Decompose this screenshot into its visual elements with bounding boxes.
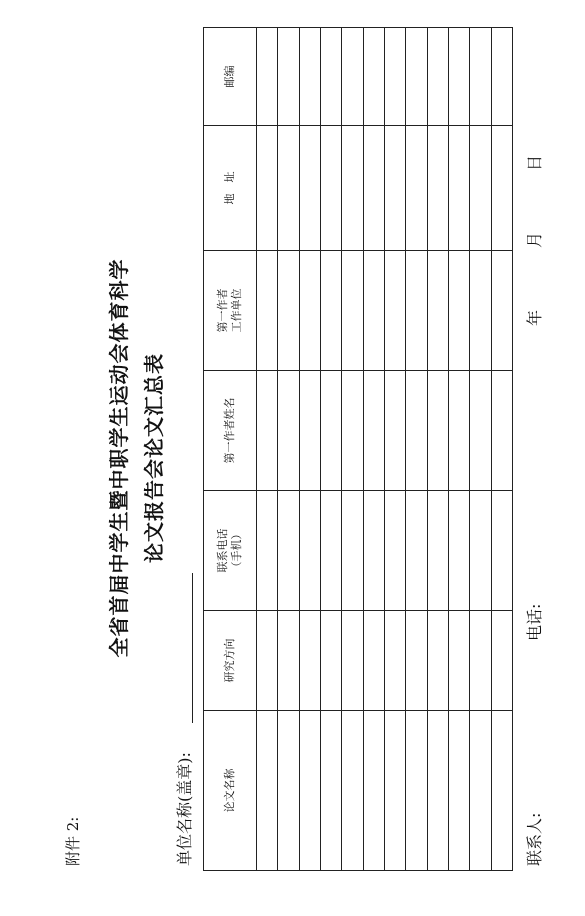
table-cell[interactable] (342, 711, 363, 871)
table-cell[interactable] (448, 491, 469, 611)
table-cell[interactable] (363, 28, 384, 126)
table-row (470, 28, 491, 871)
header-paper-title: 论文名称 (204, 711, 257, 871)
table-cell[interactable] (342, 611, 363, 711)
table-cell[interactable] (491, 371, 512, 491)
table-header-row (204, 28, 257, 871)
header-address: 地 址 (204, 126, 257, 251)
paper-summary-table (203, 27, 513, 871)
table-cell[interactable] (406, 371, 427, 491)
table-cell[interactable] (320, 711, 341, 871)
table-cell[interactable] (448, 611, 469, 711)
table-cell[interactable] (406, 28, 427, 126)
table-cell[interactable] (384, 371, 405, 491)
table-cell[interactable] (470, 371, 491, 491)
table-cell[interactable] (320, 611, 341, 711)
table-cell[interactable] (448, 251, 469, 371)
table-row (427, 28, 448, 871)
date-day-label: 日 (525, 154, 544, 171)
table-cell[interactable] (384, 711, 405, 871)
table-cell[interactable] (448, 371, 469, 491)
table-cell[interactable] (470, 491, 491, 611)
table-row (278, 28, 299, 871)
table-cell[interactable] (406, 491, 427, 611)
table-cell[interactable] (470, 611, 491, 711)
table-row (406, 28, 427, 871)
table-cell[interactable] (427, 611, 448, 711)
phone-label: 电话: (525, 603, 544, 641)
table-row (384, 28, 405, 871)
table-cell[interactable] (257, 28, 278, 126)
table-cell[interactable] (342, 371, 363, 491)
table-cell[interactable] (427, 711, 448, 871)
form-title-line-2: 论文报告会论文汇总表 (142, 353, 166, 563)
header-research-direction: 研究方向 (204, 611, 257, 711)
unit-name-label: 单位名称(盖章): (175, 752, 194, 866)
table-cell[interactable] (278, 491, 299, 611)
table-cell[interactable] (320, 28, 341, 126)
header-contact-phone: 联系电话 （手机） (204, 491, 257, 611)
table-cell[interactable] (491, 126, 512, 251)
table-cell[interactable] (406, 711, 427, 871)
table-cell[interactable] (427, 371, 448, 491)
table-cell[interactable] (448, 28, 469, 126)
table-cell[interactable] (363, 491, 384, 611)
table-cell[interactable] (257, 371, 278, 491)
table-cell[interactable] (320, 371, 341, 491)
form-title-line-1: 全省首届中学生暨中职学生运动会体育科学 (107, 258, 131, 658)
table-row (363, 28, 384, 871)
header-first-author-unit: 第一作者 工作单位 (204, 251, 257, 371)
table-cell[interactable] (491, 28, 512, 126)
table-cell[interactable] (448, 126, 469, 251)
table-cell[interactable] (363, 371, 384, 491)
table-row (342, 28, 363, 871)
table-row (448, 28, 469, 871)
table-cell[interactable] (406, 126, 427, 251)
table-cell[interactable] (299, 28, 320, 126)
table-cell[interactable] (427, 126, 448, 251)
date-month-label: 月 (525, 231, 544, 248)
table-cell[interactable] (470, 251, 491, 371)
table-cell[interactable] (278, 251, 299, 371)
table-cell[interactable] (278, 371, 299, 491)
table-cell[interactable] (448, 711, 469, 871)
table-cell[interactable] (470, 711, 491, 871)
table-cell[interactable] (427, 491, 448, 611)
table-cell[interactable] (299, 611, 320, 711)
table-cell[interactable] (299, 491, 320, 611)
header-postcode: 邮编 (204, 28, 257, 126)
header-first-author-name: 第一作者姓名 (204, 371, 257, 491)
table-cell[interactable] (427, 28, 448, 126)
table-row (320, 28, 341, 871)
table-cell[interactable] (342, 28, 363, 126)
table-cell[interactable] (257, 611, 278, 711)
date-year-label: 年 (525, 309, 544, 326)
table-cell[interactable] (342, 126, 363, 251)
table-cell[interactable] (363, 711, 384, 871)
table-cell[interactable] (342, 491, 363, 611)
table-cell[interactable] (406, 251, 427, 371)
table-row (257, 28, 278, 871)
table-cell[interactable] (491, 251, 512, 371)
table-cell[interactable] (320, 126, 341, 251)
table-cell[interactable] (320, 251, 341, 371)
table-cell[interactable] (278, 28, 299, 126)
unit-name-underline (192, 573, 193, 723)
table-cell[interactable] (363, 251, 384, 371)
table-cell[interactable] (299, 711, 320, 871)
table-cell[interactable] (363, 126, 384, 251)
table-cell[interactable] (342, 251, 363, 371)
table-cell[interactable] (427, 251, 448, 371)
table-cell[interactable] (257, 711, 278, 871)
table-row (299, 28, 320, 871)
table-cell[interactable] (491, 611, 512, 711)
table-cell[interactable] (299, 126, 320, 251)
table-cell[interactable] (299, 251, 320, 371)
table-cell[interactable] (257, 126, 278, 251)
table-cell[interactable] (384, 28, 405, 126)
table-cell[interactable] (278, 126, 299, 251)
table-cell[interactable] (384, 611, 405, 711)
table-cell[interactable] (470, 126, 491, 251)
table-cell[interactable] (257, 491, 278, 611)
table-cell[interactable] (278, 711, 299, 871)
table-cell[interactable] (406, 611, 427, 711)
table-cell[interactable] (299, 371, 320, 491)
table-row (491, 28, 512, 871)
table-cell[interactable] (491, 491, 512, 611)
table-cell[interactable] (257, 251, 278, 371)
table-cell[interactable] (470, 28, 491, 126)
table-cell[interactable] (384, 251, 405, 371)
table-cell[interactable] (320, 491, 341, 611)
table-cell[interactable] (278, 611, 299, 711)
table-cell[interactable] (384, 491, 405, 611)
contact-person-label: 联系人: (525, 812, 544, 866)
table-cell[interactable] (491, 711, 512, 871)
table-cell[interactable] (363, 611, 384, 711)
table-cell[interactable] (384, 126, 405, 251)
attachment-label: 附件 2: (64, 816, 82, 866)
